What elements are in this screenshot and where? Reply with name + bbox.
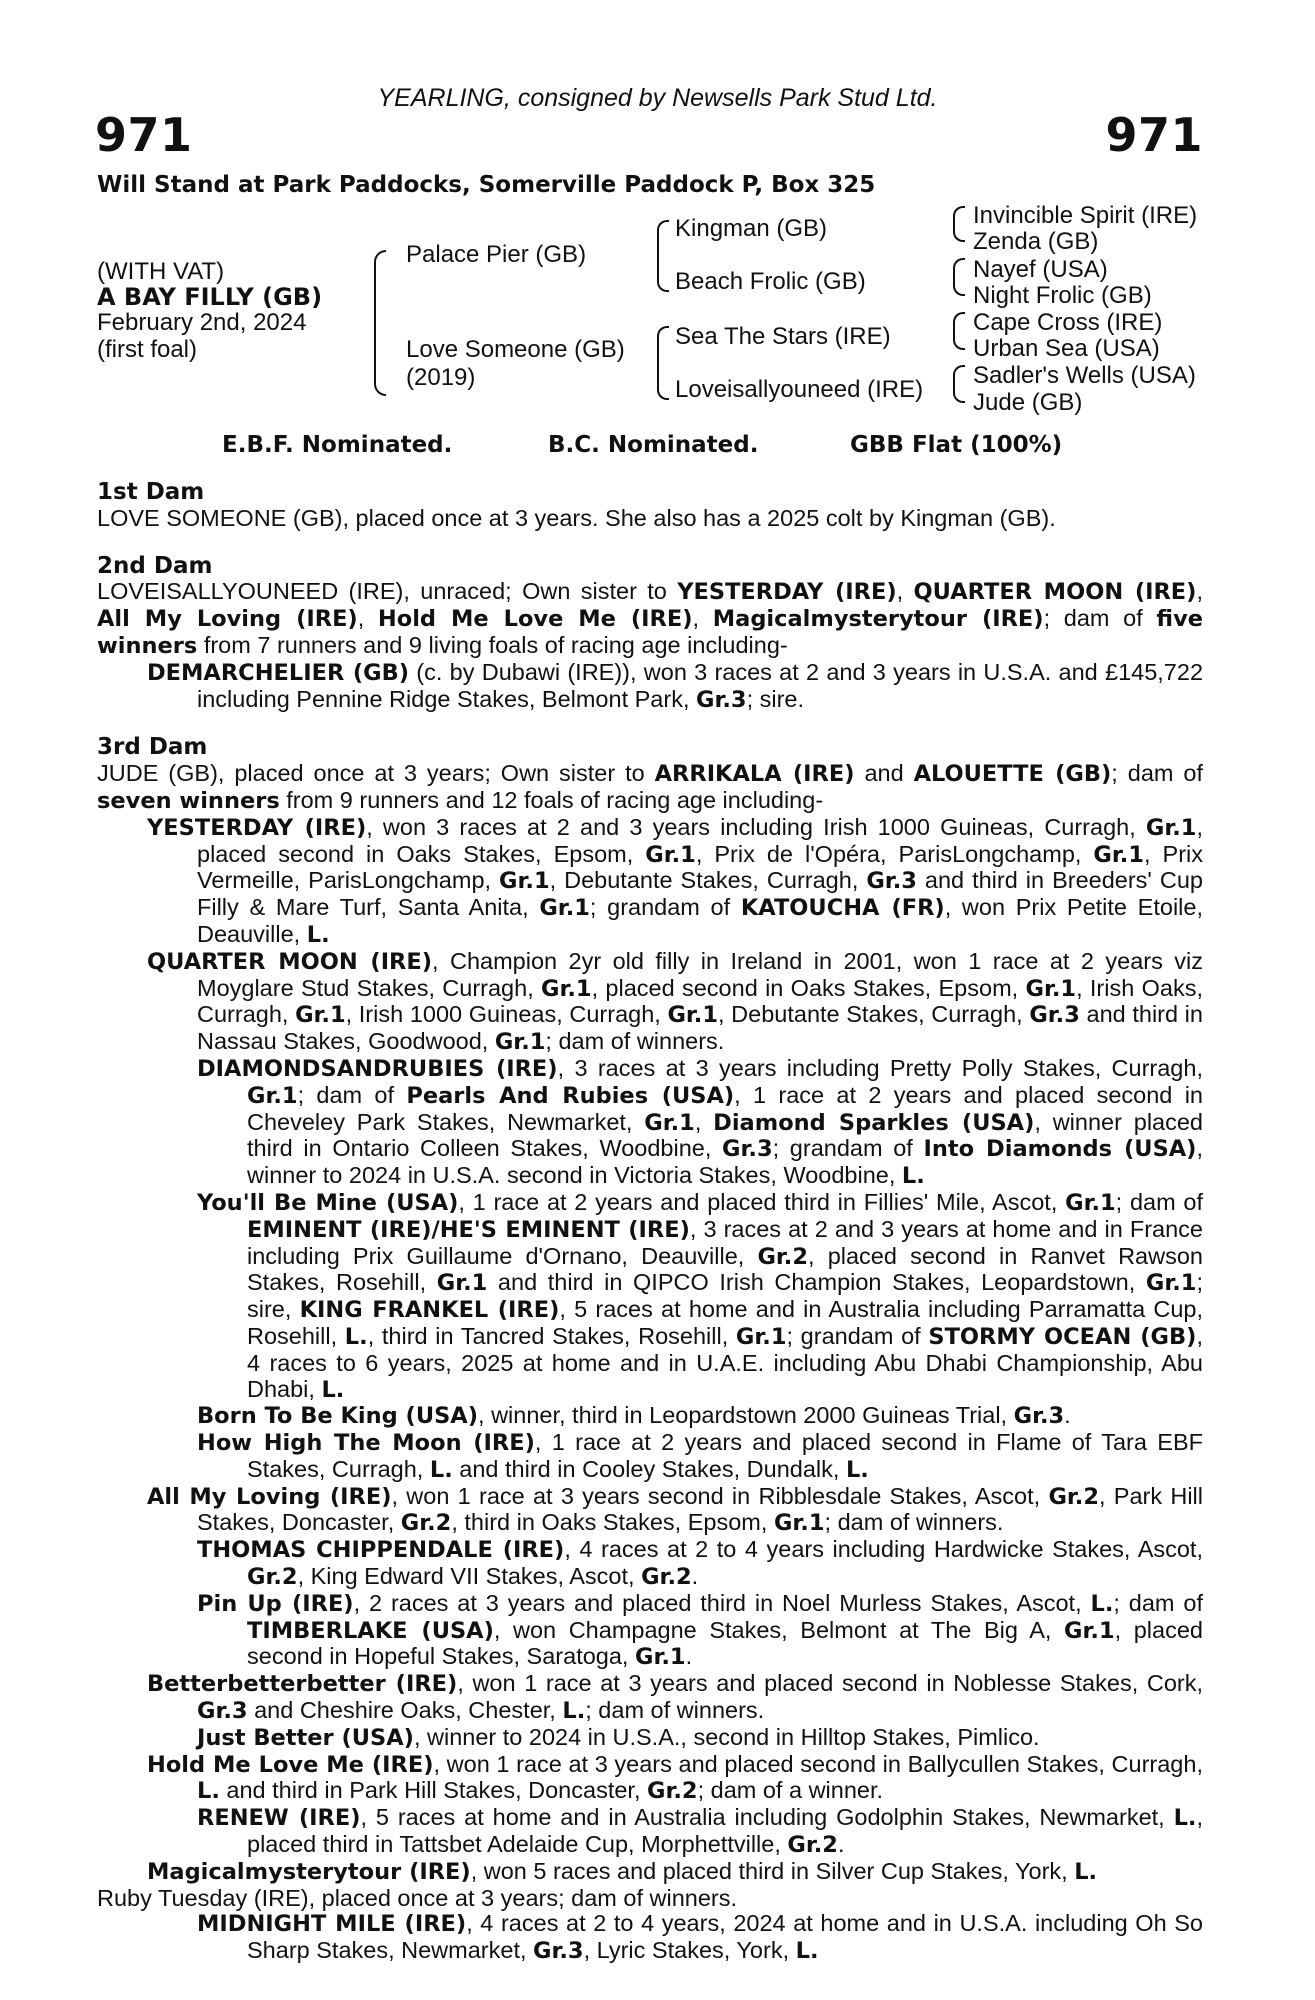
progeny-entry: DIAMONDSANDRUBIES (IRE), 3 races at 3 years including Pretty Polly Stakes, Curragh, Gr.1; dam of Pearls And Rubies (USA), 1 race at 2 years and placed second in Cheveley Park Stakes, Newmarket, Gr.1, Diamond Sparkles (USA), winner placed third in Ontario Colleen Stakes, Woodbine, Gr.3; grandam of Into Diamonds (USA), winner to 2024 in U.S.A. second in Victoria Stakes, Woodbine, L. xyxy=(197,1054,1204,1190)
pedigree-brace-g4 xyxy=(953,365,965,403)
pedigree-brace-sire xyxy=(657,220,669,292)
vat-note: (WITH VAT) xyxy=(97,258,225,285)
foaling-date: February 2nd, 2024 xyxy=(97,309,307,336)
second-dam-heading: 2nd Dam xyxy=(97,552,213,579)
progeny-entry: Just Better (USA), winner to 2024 in U.S.A., second in Hilltop Stakes, Pimlico. xyxy=(197,1723,1040,1751)
consignment-line: YEARLING, consigned by Newsells Park Stud Ltd. xyxy=(377,84,938,112)
progeny-entry: Hold Me Love Me (IRE), won 1 race at 3 years and placed second in Ballycullen Stakes, Curragh, L. and third in Park Hill Stakes, Doncaster, Gr.2; dam of a winner. xyxy=(147,1750,1203,1805)
first-foal-note: (first foal) xyxy=(97,336,198,363)
third-dam-text: JUDE (GB), placed once at 3 years; Own sister to ARRIKALA (IRE) and ALOUETTE (GB); dam of seven winners from 9 runners and 12 foals of racing age including- xyxy=(97,760,1203,814)
grandsire-3: Cape Cross (IRE) xyxy=(973,309,1163,336)
granddam-3: Urban Sea (USA) xyxy=(973,335,1160,362)
progeny-entry: Betterbetterbetter (IRE), won 1 race at 3 years and placed second in Noblesse Stakes, Cork, Gr.3 and Cheshire Oaks, Chester, L.; dam of winners. xyxy=(147,1670,1203,1725)
progeny-entry: QUARTER MOON (IRE), Champion 2yr old filly in Ireland in 2001, won 1 race at 2 years viz Moyglare Stud Stakes, Curragh, Gr.1, placed second in Oaks Stakes, Epsom, Gr.1, Irish Oaks, Curragh, Gr.1, Irish 1000 Guineas, Curragh, Gr.1, Debutante Stakes, Curragh, Gr.3 and third in Nassau Stakes, Goodwood, Gr.1; dam of winners. xyxy=(147,947,1203,1056)
bc-nomination: B.C. Nominated. xyxy=(548,432,759,458)
dam-dam: Loveisallyouneed (IRE) xyxy=(675,376,924,403)
sire-dam: Beach Frolic (GB) xyxy=(675,268,866,295)
catalogue-body xyxy=(97,480,1203,1965)
progeny-entry: Magicalmysterytour (IRE), won 5 races and placed third in Silver Cup Stakes, York, L. xyxy=(147,1857,1098,1885)
progeny-entry: Born To Be King (USA), winner, third in Leopardstown 2000 Guineas Trial, Gr.3. xyxy=(197,1402,1071,1430)
grandsire-4: Sadler's Wells (USA) xyxy=(973,362,1196,389)
granddam-2: Night Frolic (GB) xyxy=(973,282,1152,309)
pedigree-brace-g3 xyxy=(953,312,965,350)
progeny-entry: DEMARCHELIER (GB) (c. by Dubawi (IRE)), won 3 races at 2 and 3 years in U.S.A. and £145,722 including Pennine Ridge Stakes, Belmont Park, Gr.3; sire. xyxy=(147,658,1204,713)
stand-location: Will Stand at Park Paddocks, Somerville Paddock P, Box 325 xyxy=(97,172,876,198)
pedigree-brace-dam xyxy=(657,326,669,400)
progeny-entry: Ruby Tuesday (IRE), placed once at 3 years; dam of winners. xyxy=(97,1884,738,1911)
progeny-entry: MIDNIGHT MILE (IRE), 4 races at 2 to 4 years, 2024 at home and in U.S.A. including Oh So Sharp Stakes, Newmarket, Gr.3, Lyric Stakes, York, L. xyxy=(197,1910,1203,1965)
progeny-entry: RENEW (IRE), 5 races at home and in Australia including Godolphin Stakes, Newmarket, L., placed third in Tattsbet Adelaide Cup, Morphettville, Gr.2. xyxy=(197,1804,1203,1859)
grandsire-2: Nayef (USA) xyxy=(973,256,1108,283)
progeny-entry: YESTERDAY (IRE), won 3 races at 2 and 3 years including Irish 1000 Guineas, Curragh, Gr.1, placed second in Oaks Stakes, Epsom, Gr.1, Prix de l'Opéra, ParisLongchamp, Gr.1, Prix Vermeille, ParisLongchamp, Gr.1, Debutante Stakes, Curragh, Gr.3 and third in Breeders' Cup Filly & Mare Turf, Santa Anita, Gr.1; grandam of KATOUCHA (FR), won Prix Petite Etoile, Deauville, L. xyxy=(147,813,1204,948)
granddam-1: Zenda (GB) xyxy=(973,228,1099,255)
ebf-nomination: E.B.F. Nominated. xyxy=(222,432,453,458)
grandsire-1: Invincible Spirit (IRE) xyxy=(973,202,1198,229)
progeny-entry: Pin Up (IRE), 2 races at 3 years and placed third in Noel Murless Stakes, Ascot, L.; dam of TIMBERLAKE (USA), won Champagne Stakes, Belmont at The Big A, Gr.1, placed second in Hopeful Stakes, Saratoga, Gr.1. xyxy=(197,1589,1203,1671)
horse-name: A BAY FILLY (GB) xyxy=(97,283,323,311)
sire: Palace Pier (GB) xyxy=(406,241,587,268)
progeny-entry: THOMAS CHIPPENDALE (IRE), 4 races at 2 to 4 years including Hardwicke Stakes, Ascot, Gr.2, King Edward VII Stakes, Ascot, Gr.2. xyxy=(197,1536,1203,1591)
dam: Love Someone (GB) xyxy=(406,336,625,363)
third-dam-heading: 3rd Dam xyxy=(97,734,208,761)
lot-number-left: 971 xyxy=(95,108,193,162)
progeny-entry: How High The Moon (IRE), 1 race at 2 years and placed second in Flame of Tara EBF Stakes, Curragh, L. and third in Cooley Stakes, Dundalk, L. xyxy=(197,1429,1203,1483)
lot-number-right: 971 xyxy=(1105,108,1203,162)
granddam-4: Jude (GB) xyxy=(973,389,1083,416)
pedigree-brace-g2 xyxy=(953,258,965,296)
first-dam-text: LOVE SOMEONE (GB), placed once at 3 years. She also has a 2025 colt by Kingman (GB). xyxy=(97,504,1056,531)
pedigree-brace-main xyxy=(374,250,386,396)
progeny-entry: You'll Be Mine (USA), 1 race at 2 years and placed third in Fillies' Mile, Ascot, Gr.1; dam of EMINENT (IRE)/HE'S EMINENT (IRE), 3 races at 2 and 3 years at home and in France including Prix Guillaume d'Ornano, Deauville, Gr.2, placed second in Ranvet Rawson Stakes, Rosehill, Gr.1 and third in QIPCO Irish Champion Stakes, Leopardstown, Gr.1; sire, KING FRANKEL (IRE), 5 races at home and in Australia including Parramatta Cup, Rosehill, L., third in Tancred Stakes, Rosehill, Gr.1; grandam of STORMY OCEAN (GB), 4 races to 6 years, 2025 at home and in U.A.E. including Abu Dhabi Championship, Abu Dhabi, L. xyxy=(197,1188,1203,1403)
progeny-entry: All My Loving (IRE), won 1 race at 3 years second in Ribblesdale Stakes, Ascot, Gr.2, Park Hill Stakes, Doncaster, Gr.2, third in Oaks Stakes, Epsom, Gr.1; dam of winners. xyxy=(147,1482,1204,1537)
dam-year: (2019) xyxy=(406,364,476,391)
pedigree-brace-g1 xyxy=(953,206,965,242)
second-dam-text: LOVEISALLYOUNEED (IRE), unraced; Own sister to YESTERDAY (IRE), QUARTER MOON (IRE), All My Loving (IRE), Hold Me Love Me (IRE), Magicalmysterytour (IRE); dam of five winners from 7 runners and 9 living foals of racing age including- xyxy=(97,578,1204,659)
sire-sire: Kingman (GB) xyxy=(675,215,828,242)
first-dam-heading: 1st Dam xyxy=(97,479,205,505)
dam-sire: Sea The Stars (IRE) xyxy=(675,323,891,350)
gbb-flat: GBB Flat (100%) xyxy=(850,432,1063,458)
